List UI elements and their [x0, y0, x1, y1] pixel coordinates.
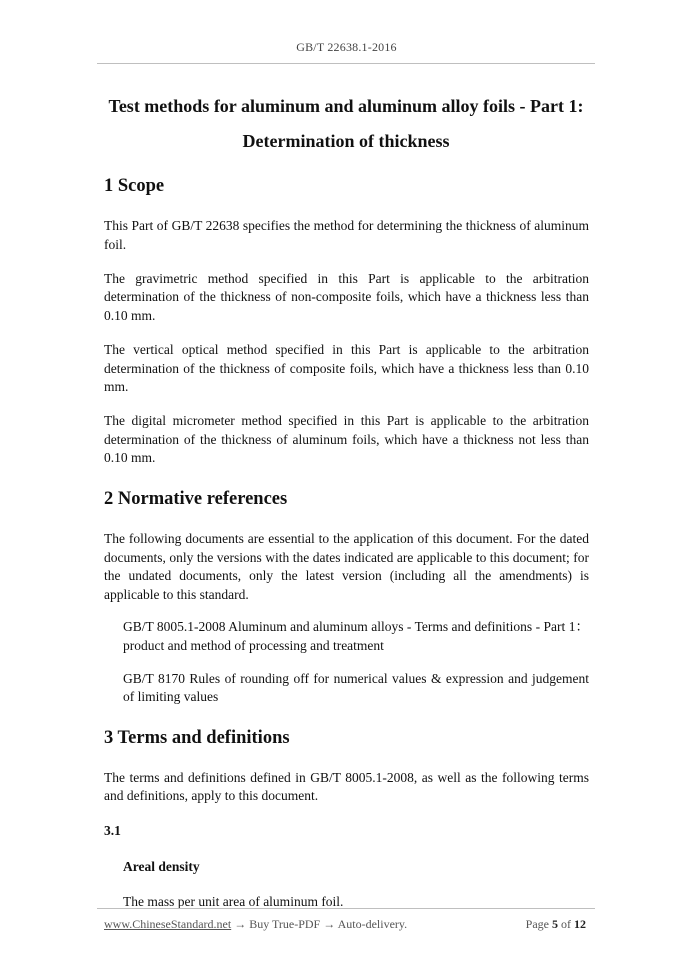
section-heading-terms: 3 Terms and definitions — [104, 727, 290, 748]
buy-pdf-link[interactable]: Buy True-PDF — [249, 917, 321, 931]
auto-delivery-text: Auto-delivery. — [337, 917, 408, 931]
document-title: Test methods for aluminum and aluminum alloy foils - Part 1: Determination of thickness — [108, 96, 584, 151]
term-definition: The mass per unit area of aluminum foil. — [123, 893, 344, 909]
of-label: of — [561, 917, 571, 931]
reference-item: GB/T 8005.1-2008 Aluminum and aluminum alloys - Terms and definitions - Part 1：product and method of processing and treatment — [123, 619, 589, 653]
running-header: GB/T 22638.1-2016 — [296, 40, 397, 54]
current-page-number: 5 — [552, 917, 558, 931]
page-label: Page — [525, 917, 549, 931]
scope-paragraph: The digital micrometer method specified in this Part is applicable to the arbitration determination of the thickness of aluminum foils, which have a thickness not less than 0.10 mm. — [104, 413, 589, 466]
term-name: Areal density — [123, 858, 200, 874]
scope-paragraph: This Part of GB/T 22638 specifies the method for determining the thickness of aluminum foil. — [104, 218, 589, 252]
body-content — [104, 174, 589, 911]
term-number: 3.1 — [104, 822, 121, 838]
section-normative-references — [104, 487, 589, 707]
normative-intro: The following documents are essential to the application of this document. For the dated documents, only the versions with the dates indicated are applicable to this document; for the undated documents, only the latest version (including all the amendments) is applicable to this standard. — [104, 531, 589, 602]
arrow-icon: → — [234, 917, 247, 931]
total-page-count: 12 — [574, 917, 586, 931]
scope-paragraph: The gravimetric method specified in this Part is applicable to the arbitration determination of the thickness of non-composite foils, which have a thickness less than 0.10 mm. — [104, 270, 589, 323]
footer-divider — [97, 908, 595, 909]
arrow-icon: → — [323, 917, 336, 931]
section-heading-scope: 1 Scope — [104, 176, 165, 196]
reference-item: GB/T 8170 Rules of rounding off for numerical values & expression and judgement of limiting values — [123, 670, 589, 705]
page-indicator — [526, 917, 586, 932]
footer-promo — [104, 917, 407, 932]
section-terms-definitions — [104, 726, 589, 911]
section-heading-normative-references: 2 Normative references — [104, 489, 288, 510]
header-divider — [97, 63, 595, 64]
section-scope — [104, 174, 589, 468]
scope-paragraph: The vertical optical method specified in this Part is applicable to the arbitration determination of the thickness of composite foils, which have a thickness less than 0.10 mm. — [104, 341, 589, 395]
terms-intro: The terms and definitions defined in GB/T 8005.1-2008, as well as the following terms and definitions, apply to this document. — [104, 769, 589, 804]
site-link[interactable]: www.ChineseStandard.net — [104, 917, 232, 931]
